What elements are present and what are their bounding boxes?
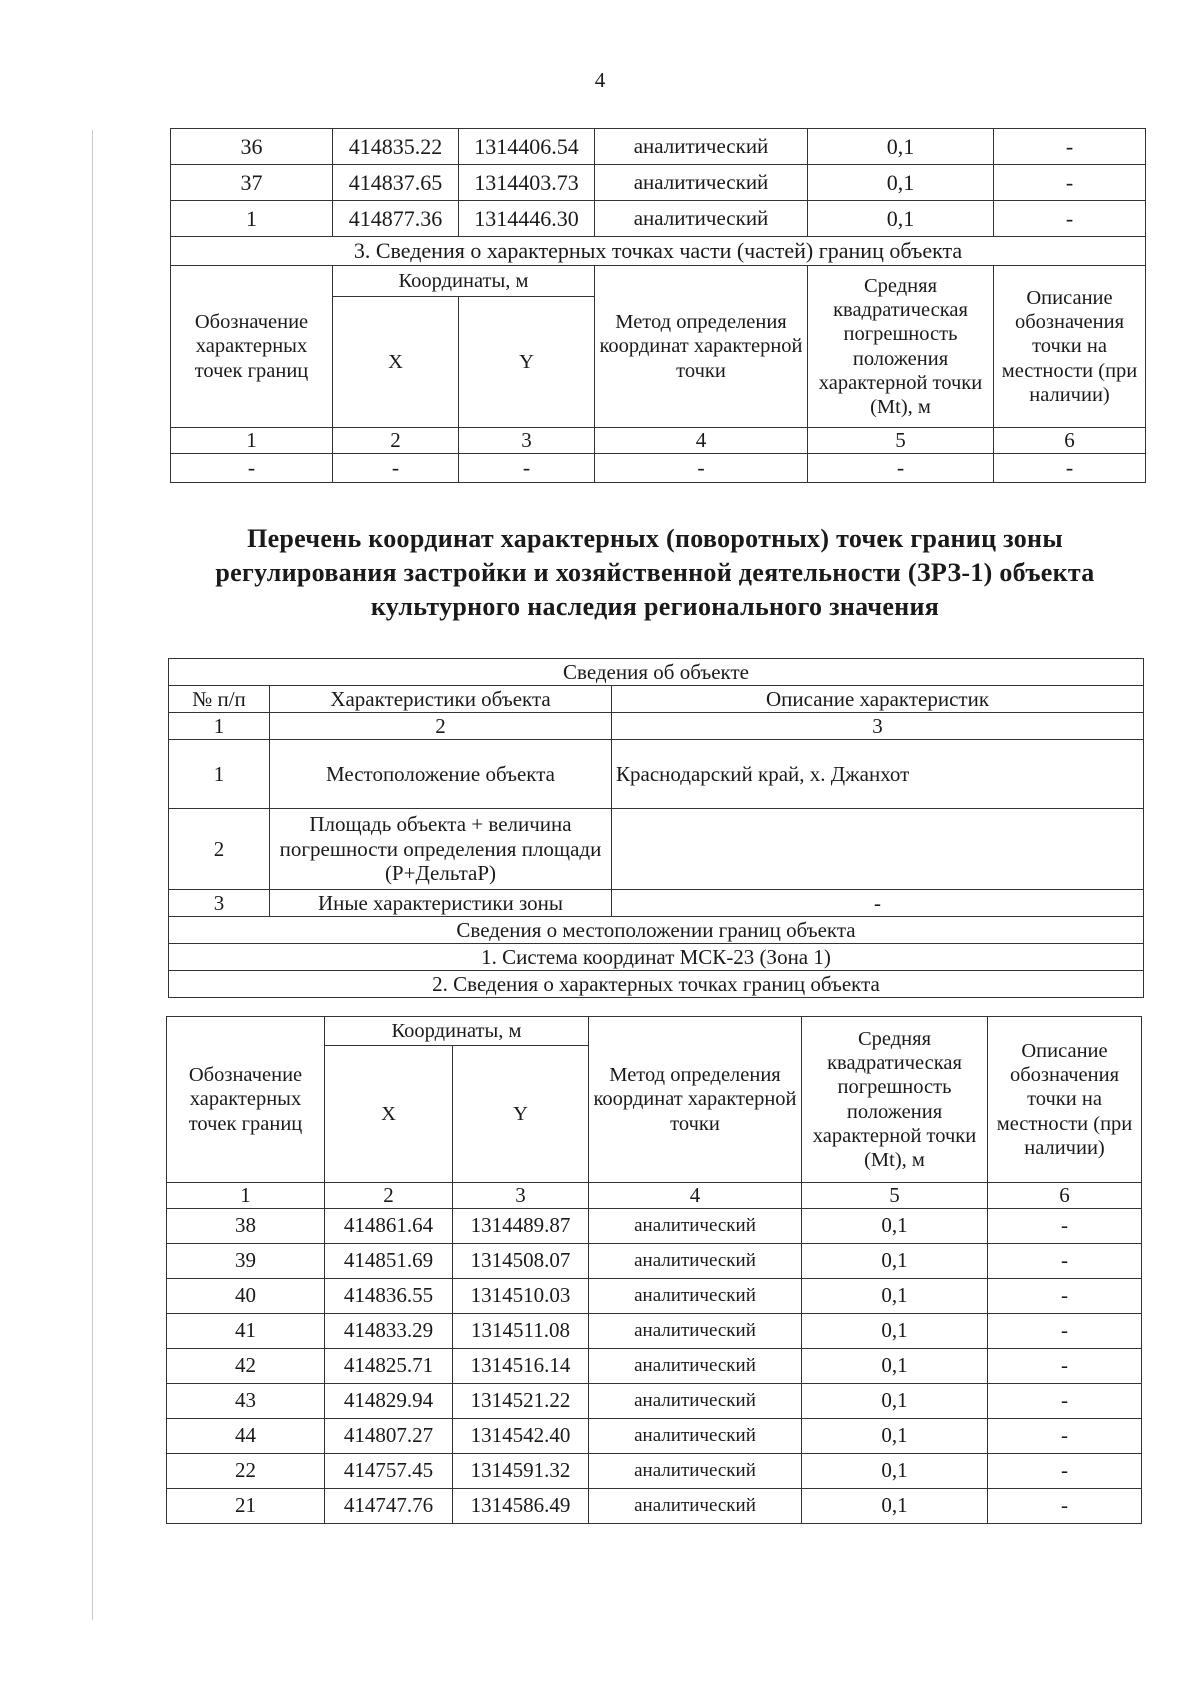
object-info-title: Сведения об объекте [169, 659, 1144, 686]
header-y: Y [453, 1046, 589, 1183]
point-number: 43 [167, 1383, 325, 1418]
coord-x: 414747.76 [325, 1488, 453, 1523]
row-number: 3 [169, 890, 270, 917]
description-cell: - [994, 165, 1146, 201]
index-cell: 3 [453, 1183, 589, 1209]
point-number: 42 [167, 1348, 325, 1383]
header-desc: Описание обозначения точки на местности (при наличии) [994, 266, 1146, 428]
method-cell: аналитический [589, 1243, 802, 1278]
binding-margin-line [92, 130, 93, 1620]
index-cell: 4 [589, 1183, 802, 1209]
point-number: 22 [167, 1453, 325, 1488]
row-characteristic: Иные характеристики зоны [270, 890, 612, 917]
index-cell: 3 [459, 428, 595, 454]
description-cell: - [988, 1313, 1142, 1348]
mt-cell: 0,1 [802, 1243, 988, 1278]
table-row [167, 1383, 1142, 1418]
point-number: 40 [167, 1278, 325, 1313]
heading-line: культурного наследия регионального значения [370, 592, 940, 621]
dash-cell: - [595, 453, 808, 482]
mt-cell: 0,1 [802, 1348, 988, 1383]
method-cell: аналитический [595, 165, 808, 201]
header-designation: Обозначение характерных точек границ [171, 266, 333, 428]
coord-y: 1314511.08 [453, 1313, 589, 1348]
row-description: Краснодарский край, х. Джанхот [612, 740, 1144, 809]
mt-cell: 0,1 [802, 1278, 988, 1313]
coord-y: 1314446.30 [459, 201, 595, 237]
index-cell: 3 [612, 713, 1144, 740]
point-number: 1 [171, 201, 333, 237]
description-cell: - [988, 1278, 1142, 1313]
section3-title: 3. Сведения о характерных точках части (частей) границ объекта [171, 237, 1146, 266]
method-cell: аналитический [595, 129, 808, 165]
coord-x: 414829.94 [325, 1383, 453, 1418]
dash-cell: - [333, 453, 459, 482]
description-cell: - [994, 201, 1146, 237]
coord-y: 1314586.49 [453, 1488, 589, 1523]
header-y: Y [459, 297, 595, 428]
point-number: 37 [171, 165, 333, 201]
mt-cell: 0,1 [808, 201, 994, 237]
header-x: X [325, 1046, 453, 1183]
index-cell: 5 [802, 1183, 988, 1209]
coord-x: 414837.65 [333, 165, 459, 201]
header-mt: Средняя квадратическая погрешность положения характерной точки (Mt), м [802, 1017, 988, 1183]
table-row [167, 1453, 1142, 1488]
coord-y: 1314510.03 [453, 1278, 589, 1313]
index-cell: 1 [171, 428, 333, 454]
coordinate-system: 1. Система координат МСК-23 (Зона 1) [169, 944, 1144, 971]
index-cell: 4 [595, 428, 808, 454]
index-cell: 6 [988, 1183, 1142, 1209]
mt-cell: 0,1 [802, 1208, 988, 1243]
coord-x: 414757.45 [325, 1453, 453, 1488]
mt-cell: 0,1 [802, 1488, 988, 1523]
point-number: 21 [167, 1488, 325, 1523]
coord-x: 414825.71 [325, 1348, 453, 1383]
coord-y: 1314508.07 [453, 1243, 589, 1278]
header-method: Метод определения координат характерной точки [589, 1017, 802, 1183]
index-cell: 5 [808, 428, 994, 454]
dash-cell: - [459, 453, 595, 482]
table-row [167, 1488, 1142, 1523]
row-number: 1 [169, 740, 270, 809]
index-cell: 1 [167, 1183, 325, 1209]
col-desc-header: Описание характеристик [612, 686, 1144, 713]
table-row [171, 165, 1146, 201]
col-num-header: № п/п [169, 686, 270, 713]
point-number: 39 [167, 1243, 325, 1278]
table-row [167, 1418, 1142, 1453]
method-cell: аналитический [589, 1278, 802, 1313]
coord-y: 1314406.54 [459, 129, 595, 165]
mt-cell: 0,1 [802, 1313, 988, 1348]
method-cell: аналитический [589, 1208, 802, 1243]
coord-y: 1314542.40 [453, 1418, 589, 1453]
table-row [167, 1208, 1142, 1243]
point-number: 44 [167, 1418, 325, 1453]
header-method: Метод определения координат характерной точки [595, 266, 808, 428]
description-cell: - [988, 1383, 1142, 1418]
points-section-title: 2. Сведения о характерных точках границ объекта [169, 971, 1144, 998]
dash-cell: - [994, 453, 1146, 482]
header-designation: Обозначение характерных точек границ [167, 1017, 325, 1183]
description-cell: - [988, 1488, 1142, 1523]
method-cell: аналитический [589, 1418, 802, 1453]
description-cell: - [988, 1453, 1142, 1488]
header-mt: Средняя квадратическая погрешность положения характерной точки (Mt), м [808, 266, 994, 428]
heading-line: регулирования застройки и хозяйственной деятельности (ЗРЗ-1) объекта [215, 558, 1095, 587]
method-cell: аналитический [589, 1488, 802, 1523]
row-number: 2 [169, 809, 270, 890]
boundary-points-table [166, 1016, 1142, 1524]
description-cell: - [994, 129, 1146, 165]
coord-x: 414807.27 [325, 1418, 453, 1453]
index-cell: 2 [270, 713, 612, 740]
document-heading [160, 522, 1150, 624]
coord-x: 414861.64 [325, 1208, 453, 1243]
description-cell: - [988, 1243, 1142, 1278]
header-coords: Координаты, м [333, 266, 595, 297]
header-coords: Координаты, м [325, 1017, 589, 1046]
method-cell: аналитический [589, 1453, 802, 1488]
coord-y: 1314403.73 [459, 165, 595, 201]
coord-y: 1314591.32 [453, 1453, 589, 1488]
table-row [171, 129, 1146, 165]
method-cell: аналитический [589, 1313, 802, 1348]
mt-cell: 0,1 [802, 1383, 988, 1418]
point-number: 41 [167, 1313, 325, 1348]
description-cell: - [988, 1208, 1142, 1243]
method-cell: аналитический [589, 1383, 802, 1418]
table-row [167, 1278, 1142, 1313]
index-cell: 6 [994, 428, 1146, 454]
row-description: - [612, 890, 1144, 917]
table-row [167, 1243, 1142, 1278]
index-cell: 2 [325, 1183, 453, 1209]
table-row [167, 1348, 1142, 1383]
mt-cell: 0,1 [808, 129, 994, 165]
coord-y: 1314516.14 [453, 1348, 589, 1383]
point-number: 38 [167, 1208, 325, 1243]
table-row [171, 201, 1146, 237]
coord-x: 414836.55 [325, 1278, 453, 1313]
row-description [612, 809, 1144, 890]
index-cell: 1 [169, 713, 270, 740]
dash-cell: - [171, 453, 333, 482]
mt-cell: 0,1 [802, 1453, 988, 1488]
coord-y: 1314521.22 [453, 1383, 589, 1418]
col-char-header: Характеристики объекта [270, 686, 612, 713]
object-info-table [168, 658, 1144, 998]
page-number: 4 [594, 68, 606, 92]
row-characteristic: Площадь объекта + величина погрешности определения площади (Р+ДельтаР) [270, 809, 612, 890]
location-title: Сведения о местоположении границ объекта [169, 917, 1144, 944]
table-row [167, 1313, 1142, 1348]
mt-cell: 0,1 [802, 1418, 988, 1453]
point-number: 36 [171, 129, 333, 165]
index-cell: 2 [333, 428, 459, 454]
row-characteristic: Местоположение объекта [270, 740, 612, 809]
coord-y: 1314489.87 [453, 1208, 589, 1243]
dash-cell: - [808, 453, 994, 482]
description-cell: - [988, 1418, 1142, 1453]
heading-line: Перечень координат характерных (поворотных) точек границ зоны [247, 524, 1063, 553]
coord-x: 414851.69 [325, 1243, 453, 1278]
mt-cell: 0,1 [808, 165, 994, 201]
header-desc: Описание обозначения точки на местности (при наличии) [988, 1017, 1142, 1183]
coord-x: 414877.36 [333, 201, 459, 237]
top-points-table [170, 128, 1146, 483]
method-cell: аналитический [589, 1348, 802, 1383]
description-cell: - [988, 1348, 1142, 1383]
coord-x: 414833.29 [325, 1313, 453, 1348]
method-cell: аналитический [595, 201, 808, 237]
header-x: X [333, 297, 459, 428]
coord-x: 414835.22 [333, 129, 459, 165]
